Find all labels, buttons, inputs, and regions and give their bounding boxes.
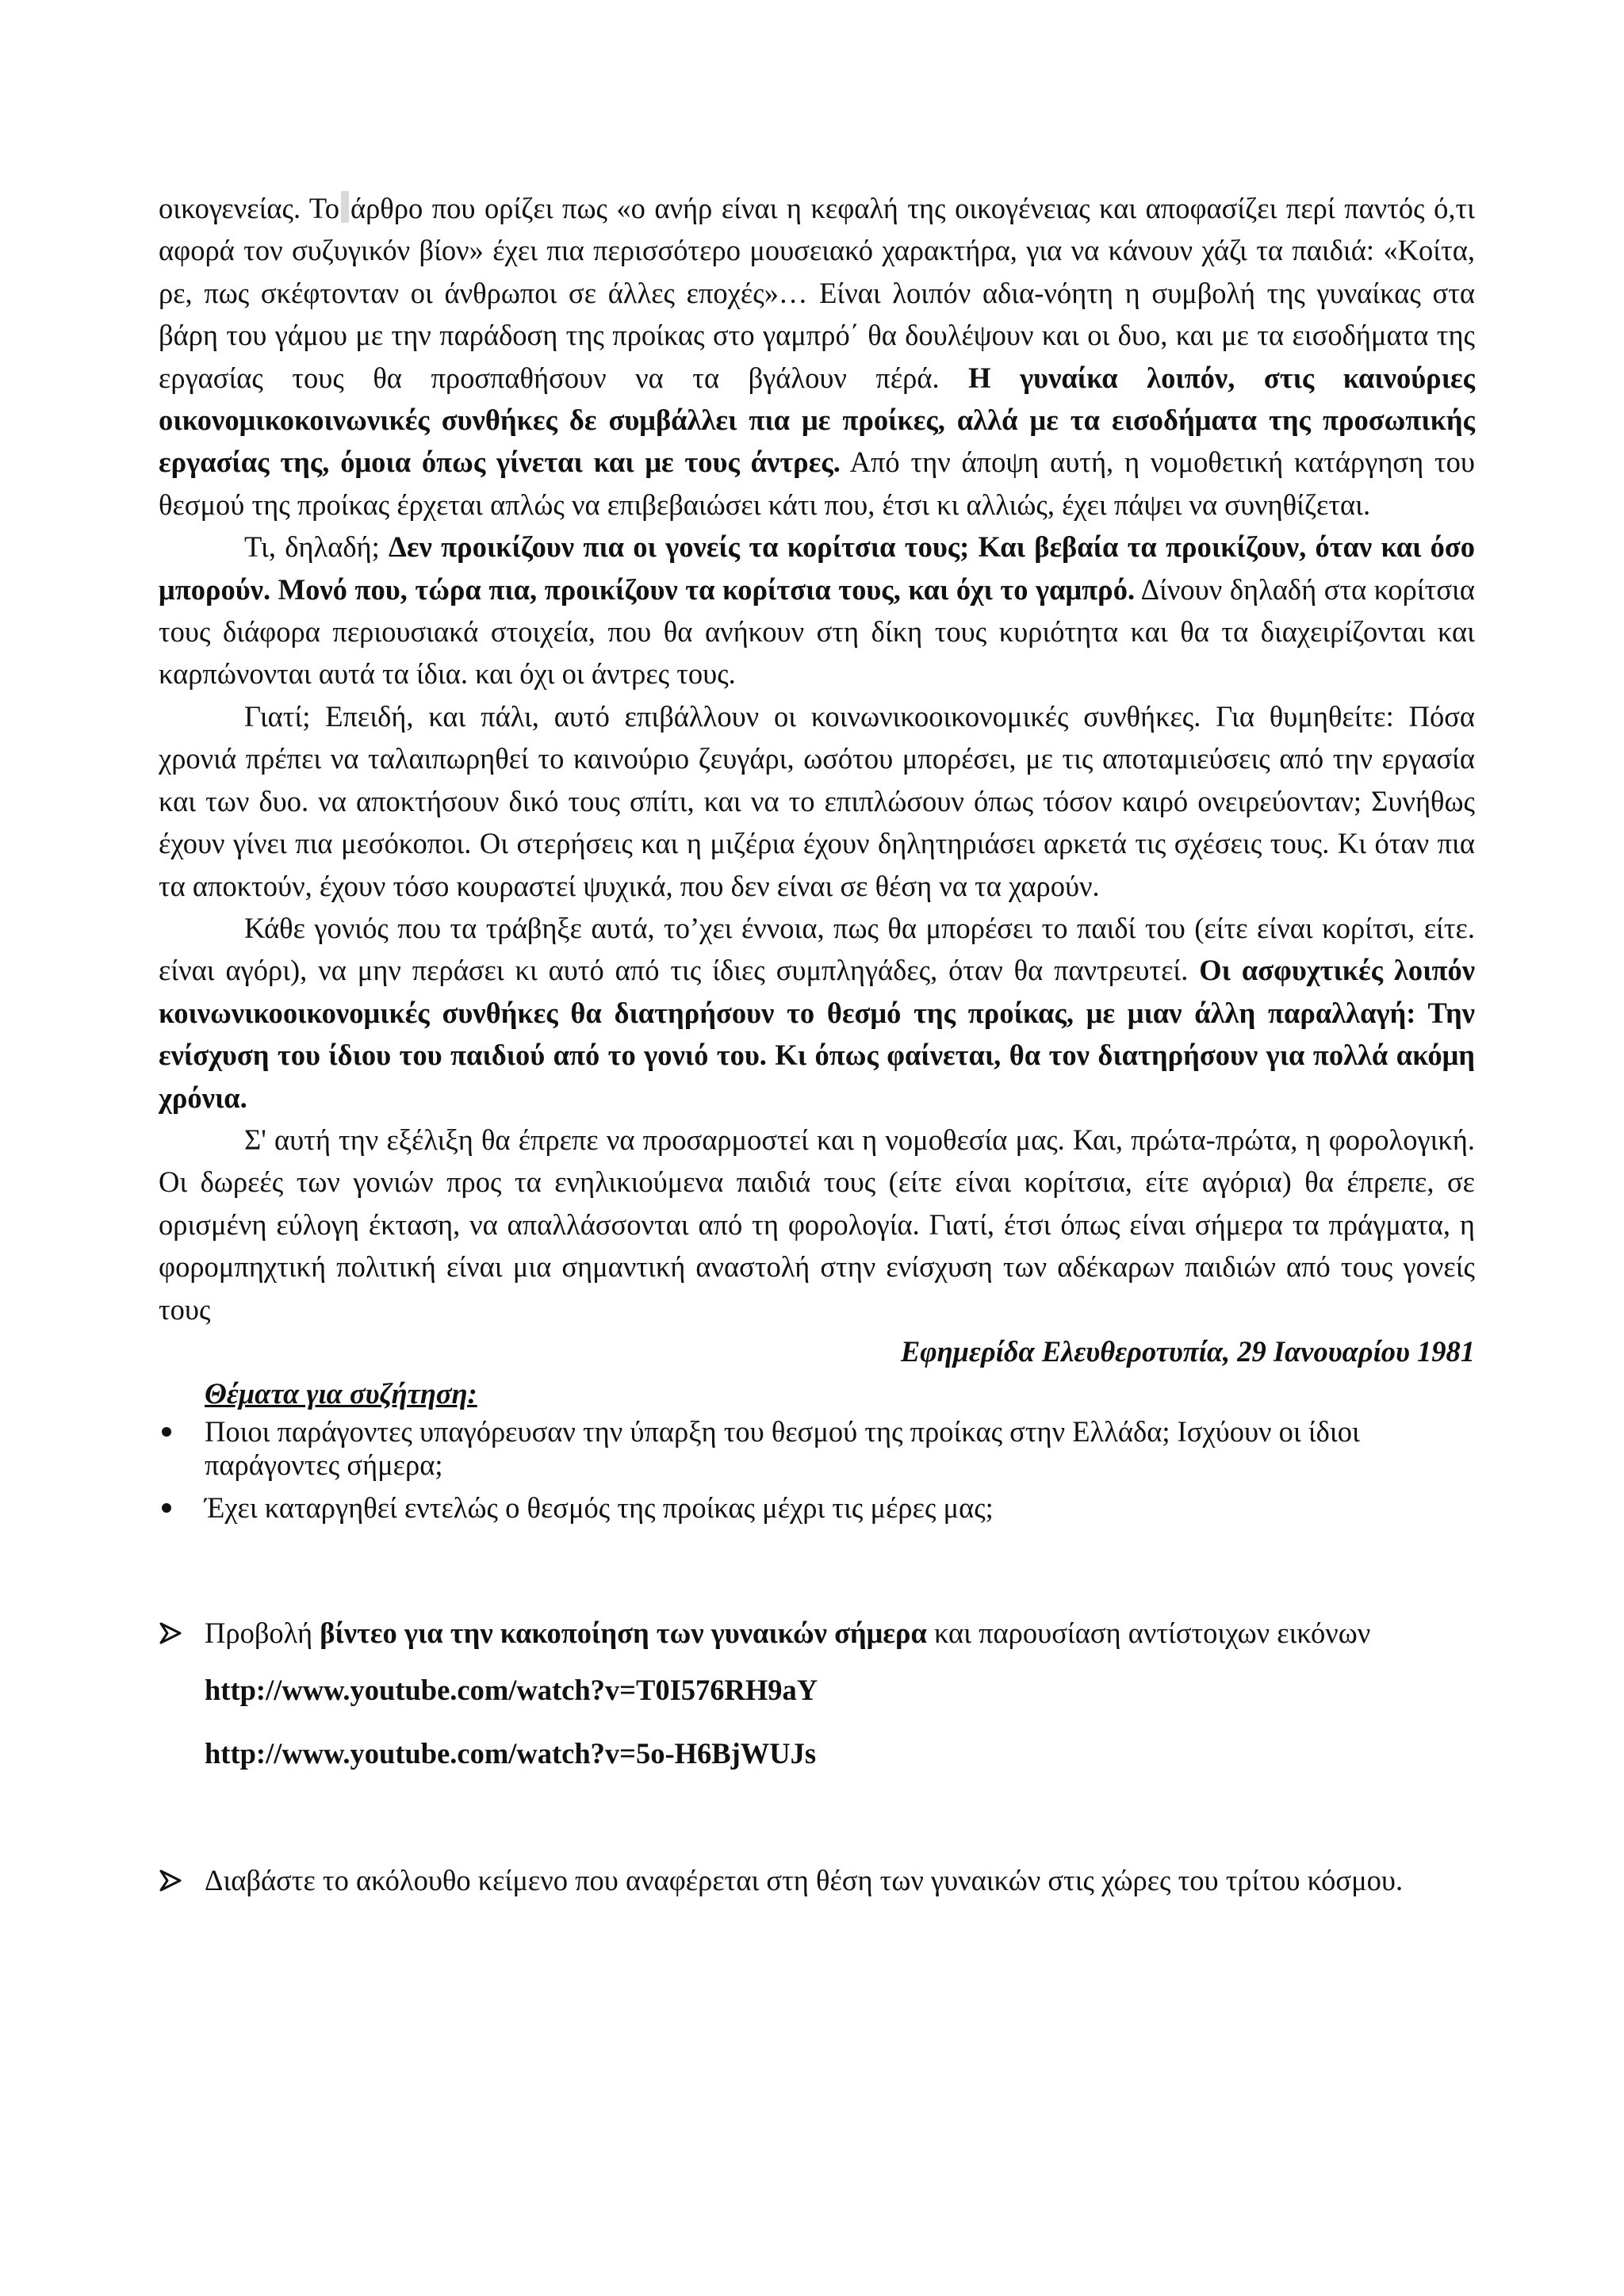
paragraph-text: Κάθε γονιός που τα τράβηξε αυτά, το’χει έννοια, πως θα μπορέσει το παιδί του (είτε είναι κορίτσι, είτε. είναι αγόρι), να μην περάσει κι αυτό από τις ίδιες συμπληγάδες, όταν θα παντρευτεί. [159, 911, 1475, 987]
paragraph-text: Από την άποψη αυτή, η νομοθετική κατάργηση του θεσμού της προίκας έρχεται απλώς να επιβεβαιώσει κάτι που, έτσι κι αλλιώς, έχει πάψει να συνηθίζεται. [159, 446, 1475, 521]
task-text: Προβολή [205, 1616, 313, 1649]
article-paragraph-5: Σ' αυτή την εξέλιξη θα έπρεπε να προσαρμοστεί και η νομοθεσία μας. Και, πρώτα-πρώτα, η φορολογική. Οι δωρεές των γονιών προς τα ενηλικιούμενα παιδιά τους (είτε είναι κορίτσια, είτε αγόρια) θα έπρεπε, σε ορισμένη εύλογη έκταση, να απαλλάσσονται από τη φορολογία. Γιατί, έτσι όπως είναι σήμερα τα πράγματα, η φορομπηχτική πολιτική είναι μια σημαντική αναστολή στην ενίσχυση των αδέκαρων παιδιών από τους γονείς τους [159, 1123, 1475, 1326]
article-paragraph-4 [159, 907, 1475, 1119]
list-item [159, 1415, 1475, 1482]
arrowhead-bullet-icon [159, 1621, 182, 1645]
task-reading [159, 1864, 1475, 1897]
spacer [159, 1770, 1475, 1864]
spacer [159, 1707, 1475, 1737]
discussion-topics-title: Θέματα για συζήτηση: [205, 1377, 477, 1410]
article-source: Εφημερίδα Ελευθεροτυπία, 29 Ιανουαρίου 1981 [900, 1334, 1475, 1368]
list-item [159, 1491, 1475, 1525]
bullet-icon [162, 1427, 171, 1437]
document-page [159, 187, 1475, 1897]
paragraph-bold-text: Δεν προικίζουν πια οι γονείς τα κορίτσια τους; Και βεβαία τα προικίζουν, όταν και όσο μπορούν. Μονό που, τώρα πια, προικίζουν τα κορίτσια τους, και όχι το γαμπρό. [159, 530, 1475, 606]
list-item-text: Έχει καταργηθεί εντελώς ο θεσμός της προίκας μέχρι τις μέρες μας; [205, 1490, 994, 1524]
article-paragraph-2 [159, 526, 1475, 695]
arrowhead-bullet-icon [159, 1869, 182, 1892]
article-paragraph-1 [159, 187, 1475, 526]
discussion-topics-list [159, 1415, 1475, 1525]
video-link-1[interactable]: http://www.youtube.com/watch?v=T0I576RH9aY [205, 1673, 818, 1706]
paragraph-text: Τι, δηλαδή; [244, 530, 380, 564]
spacer [159, 1650, 1475, 1674]
task-text: Διαβάστε το ακόλουθο κείμενο που αναφέρεται στη θέση των γυναικών στις χώρες του τρίτου κόσμου. [205, 1863, 1404, 1896]
article-paragraph-3: Γιατί; Επειδή, και πάλι, αυτό επιβάλλουν οι κοινωνικοοικονομικές συνθήκες. Για θυμηθείτε: Πόσα χρονιά πρέπει να ταλαιπωρηθεί το καινούριο ζευγάρι, ωσότου μπορέσει, με τις αποταμιεύσεις από την εργασία και των δυο. να αποκτήσουν δικό τους σπίτι, και να το επιπλώσουν όπως τόσον καιρό ονειρεύονταν; Συνήθως έχουν γίνει πια μεσόκοποι. Οι στερήσεις και η μιζέρια έχουν δηλητηριάσει αρκετά τις σχέσεις τους. Κι όταν πια τα αποκτούν, έχουν τόσο κουραστεί ψυχικά, που δεν είναι σε θέση να τα χαρούν. [159, 699, 1475, 902]
text-cursor-highlight [341, 191, 349, 223]
paragraph-bold-text: Οι ασφυχτικές λοιπόν κοινωνικοοικονομικές συνθήκες θα διατηρήσουν το θεσμό της προίκας, με μιαν άλλη παραλλαγή: Την ενίσχυση του ίδιου του παιδιού από το γονιό του. Κι όπως φαίνεται, θα τον διατηρήσουν για πολλά ακόμη χρόνια. [159, 954, 1476, 1114]
paragraph-text: οικογενείας. Το [159, 192, 339, 224]
task-text: και παρουσίαση αντίστοιχων εικόνων [933, 1616, 1371, 1649]
task-bold-text: βίντεο για την κακοποίηση των γυναικών σήμερα [320, 1616, 927, 1649]
task-video [159, 1617, 1475, 1650]
spacer [159, 1534, 1475, 1617]
paragraph-text: άρθρο που ορίζει πως «ο ανήρ είναι η κεφαλή της οικογένειας και αποφασίζει περί παντός ό,τι αφορά τον συζυγικόν βίον» έχει πια περισσότερο μουσειακό χαρακτήρα, για να κάνουν χάζι τα παιδιά: «Κοίτα, ρε, πως σκέφτονταν οι άνθρωποι σε άλλες εποχές»… Είναι λοιπόν αδια-νόητη η συμβολή της γυναίκας στα βάρη του γάμου με την παράδοση της προίκας στο γαμπρό΄ θα δουλέψουν και οι δυο, και με τα εισοδήματα της εργασίας τους θα προσπαθήσουν να τα βγάλουν πέρά. [159, 192, 1475, 394]
video-link-2[interactable]: http://www.youtube.com/watch?v=5o-H6BjWUJs [205, 1736, 817, 1770]
list-item-text: Ποιοι παράγοντες υπαγόρευσαν την ύπαρξη του θεσμού της προίκας στην Ελλάδα; Ισχύουν οι ίδιοι παράγοντες σήμερα; [205, 1414, 1360, 1481]
paragraph-bold-text: Η γυναίκα λοιπόν, στις καινούριες οικονομικοκοινωνικές συνθήκες δε συμβάλλει πια με προίκες, αλλά με τα εισοδήματα της προσωπικής εργασίας της, όμοια όπως γίνεται και με τους άντρες. [159, 361, 1476, 479]
bullet-icon [162, 1503, 171, 1513]
paragraph-text: Δίνουν δηλαδή στα κορίτσια τους διάφορα περιουσιακά στοιχεία, που θα ανήκουν στη δίκη τους κυριότητα και θα τα διαχειρίζονται και καρπώνονται αυτά τα ίδια. και όχι οι άντρες τους. [159, 572, 1475, 691]
